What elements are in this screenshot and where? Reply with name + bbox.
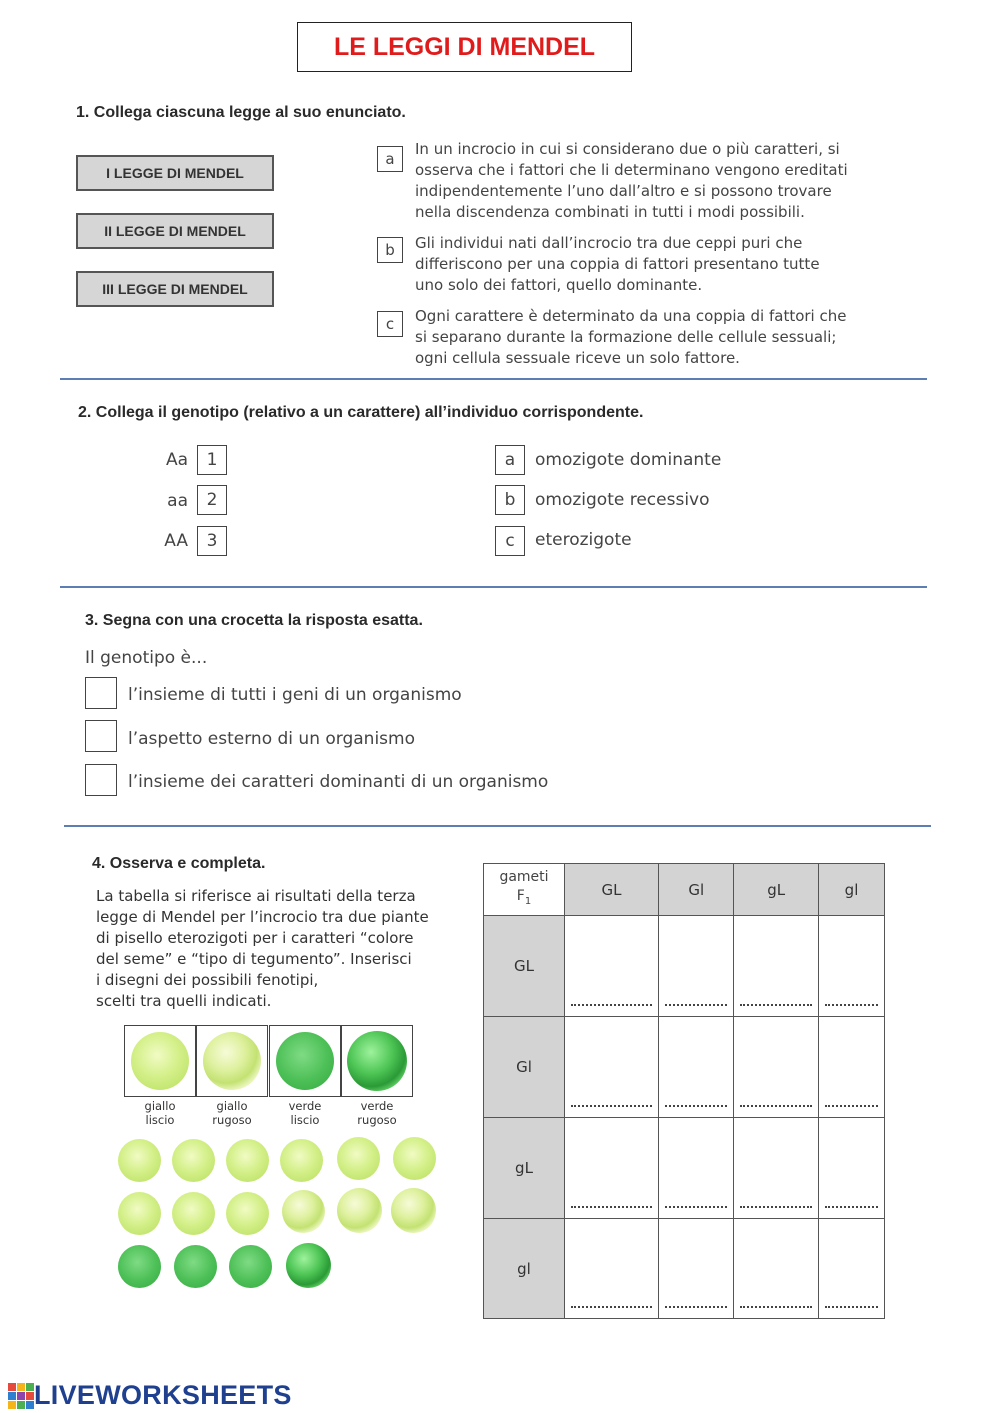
phenotype-label-line: giallo — [216, 1099, 248, 1113]
pea-green-wrinkled-image — [347, 1031, 407, 1091]
drop-cell[interactable] — [734, 1118, 819, 1219]
row-header: gL — [484, 1118, 565, 1219]
paragraph-line: del seme” e “tipo di tegumento”. Inserisci — [96, 950, 412, 968]
answer-line — [740, 1105, 812, 1107]
law-button-3[interactable]: III LEGGE DI MENDEL — [76, 271, 274, 307]
drop-cell[interactable] — [565, 1219, 659, 1319]
punnett-table — [483, 863, 885, 1319]
q4-heading: 4. Osserva e completa. — [92, 855, 266, 872]
phenotype-verde-rugoso — [341, 1025, 413, 1097]
drop-cell[interactable] — [659, 1219, 734, 1319]
phenotype-label-line: rugoso — [357, 1113, 397, 1127]
q4-paragraph — [96, 886, 429, 1012]
draggable-pea-yellow-wrinkled[interactable] — [282, 1190, 325, 1233]
draggable-pea-green-smooth[interactable] — [118, 1245, 161, 1288]
statement-b-box[interactable]: b — [377, 237, 403, 263]
answer-line — [571, 1004, 652, 1006]
answer-line — [740, 1306, 812, 1308]
drop-cell[interactable] — [659, 1017, 734, 1118]
drop-cell[interactable] — [819, 1017, 885, 1118]
answer-option-3: l’insieme dei caratteri dominanti di un organismo — [128, 772, 549, 792]
q3-prompt: Il genotipo è... — [85, 648, 208, 668]
statement-c-line: ogni cellula sessuale riceve un solo fattore. — [415, 349, 740, 367]
liveworksheets-logo-icon — [8, 1383, 34, 1409]
answer-line — [825, 1105, 878, 1107]
phenotype-label-line: giallo — [144, 1099, 176, 1113]
phenotype-label — [124, 1099, 196, 1127]
individual-box-b[interactable]: b — [495, 485, 525, 515]
drop-cell[interactable] — [734, 916, 819, 1017]
individual-text-a: omozigote dominante — [535, 450, 722, 470]
statement-c — [415, 306, 846, 369]
phenotype-label-line: verde — [360, 1099, 394, 1113]
phenotype-giallo-rugoso — [196, 1025, 268, 1097]
answer-checkbox-2[interactable] — [85, 720, 117, 752]
statement-c-box[interactable]: c — [377, 311, 403, 337]
table-corner — [484, 864, 565, 916]
genotype-label-3: AA — [164, 531, 188, 551]
draggable-pea-yellow-smooth[interactable] — [172, 1139, 215, 1182]
drop-cell[interactable] — [819, 1118, 885, 1219]
column-header: Gl — [659, 864, 734, 916]
draggable-pea-yellow-smooth[interactable] — [393, 1137, 436, 1180]
drop-cell[interactable] — [819, 1219, 885, 1319]
section-divider — [64, 825, 931, 827]
phenotype-label — [269, 1099, 341, 1127]
pea-yellow-wrinkled-image — [203, 1032, 261, 1090]
answer-line — [825, 1306, 878, 1308]
statement-a — [415, 139, 848, 223]
answer-line — [571, 1306, 652, 1308]
drop-cell[interactable] — [734, 1017, 819, 1118]
answer-line — [665, 1206, 727, 1208]
paragraph-line: i disegni dei possibili fenotipi, — [96, 971, 319, 989]
individual-box-c[interactable]: c — [495, 526, 525, 556]
law-button-2[interactable]: II LEGGE DI MENDEL — [76, 213, 274, 249]
corner-subscript: 1 — [524, 895, 532, 907]
answer-line — [825, 1206, 878, 1208]
phenotype-label-line: rugoso — [212, 1113, 252, 1127]
answer-checkbox-1[interactable] — [85, 677, 117, 709]
genotype-box-3[interactable]: 3 — [197, 526, 227, 556]
phenotype-verde-liscio — [269, 1025, 341, 1097]
answer-line — [571, 1105, 652, 1107]
paragraph-line: scelti tra quelli indicati. — [96, 992, 272, 1010]
pea-green-smooth-image — [276, 1032, 334, 1090]
pea-yellow-smooth-image — [131, 1032, 189, 1090]
draggable-pea-yellow-smooth[interactable] — [226, 1139, 269, 1182]
statement-c-line: si separano durante la formazione delle cellule sessuali; — [415, 328, 837, 346]
answer-option-2: l’aspetto esterno di un organismo — [128, 729, 415, 749]
statement-b — [415, 233, 820, 296]
brand-name: LIVEWORKSHEETS — [34, 1380, 292, 1410]
row-header: GL — [484, 916, 565, 1017]
statement-a-line: nella discendenza combinati in tutti i modi possibili. — [415, 203, 805, 221]
draggable-pea-yellow-smooth[interactable] — [172, 1192, 215, 1235]
draggable-pea-yellow-smooth[interactable] — [226, 1192, 269, 1235]
corner-f-letter: F — [516, 888, 525, 905]
statement-b-line: uno solo dei fattori, quello dominante. — [415, 276, 703, 294]
answer-line — [571, 1206, 652, 1208]
drop-cell[interactable] — [734, 1219, 819, 1319]
phenotype-label-line: verde — [288, 1099, 322, 1113]
column-header: gl — [819, 864, 885, 916]
individual-text-c: eterozigote — [535, 530, 632, 550]
draggable-pea-yellow-wrinkled[interactable] — [337, 1188, 382, 1233]
statement-b-line: differiscono per una coppia di fattori presentano tutte — [415, 255, 820, 273]
statement-a-box[interactable]: a — [377, 146, 403, 172]
genotype-box-1[interactable]: 1 — [197, 445, 227, 475]
drop-cell[interactable] — [565, 1118, 659, 1219]
draggable-pea-yellow-smooth[interactable] — [280, 1139, 323, 1182]
answer-line — [665, 1004, 727, 1006]
corner-label: gameti — [499, 869, 549, 886]
individual-text-b: omozigote recessivo — [535, 490, 710, 510]
column-header: gL — [734, 864, 819, 916]
paragraph-line: legge di Mendel per l’incrocio tra due piante — [96, 908, 429, 926]
genotype-box-2[interactable]: 2 — [197, 485, 227, 515]
statement-a-line: In un incrocio in cui si considerano due o più caratteri, si — [415, 140, 840, 158]
answer-line — [825, 1004, 878, 1006]
answer-line — [665, 1105, 727, 1107]
q1-heading: 1. Collega ciascuna legge al suo enunciato. — [76, 104, 406, 121]
row-header: Gl — [484, 1017, 565, 1118]
statement-a-line: osserva che i fattori che li determinano vengono ereditati — [415, 161, 848, 179]
phenotype-label — [341, 1099, 413, 1127]
statement-b-line: Gli individui nati dall’incrocio tra due ceppi puri che — [415, 234, 803, 252]
page-title: LE LEGGI DI MENDEL — [297, 22, 632, 72]
row-header: gl — [484, 1219, 565, 1319]
answer-line — [665, 1306, 727, 1308]
phenotype-label-line: liscio — [145, 1113, 175, 1127]
statement-a-line: indipendentemente l’uno dall’altro e si possono trovare — [415, 182, 832, 200]
section-divider — [60, 586, 927, 588]
paragraph-line: La tabella si riferisce ai risultati della terza — [96, 887, 416, 905]
answer-option-1: l’insieme di tutti i geni di un organismo — [128, 685, 462, 705]
paragraph-line: di pisello eterozigoti per i caratteri “colore — [96, 929, 414, 947]
draggable-pea-green-smooth[interactable] — [229, 1245, 272, 1288]
draggable-pea-green-smooth[interactable] — [174, 1245, 217, 1288]
answer-line — [740, 1206, 812, 1208]
drop-cell[interactable] — [659, 916, 734, 1017]
law-button-1[interactable]: I LEGGE DI MENDEL — [76, 155, 274, 191]
individual-box-a[interactable]: a — [495, 445, 525, 475]
answer-line — [740, 1004, 812, 1006]
genotype-label-1: Aa — [165, 450, 188, 470]
genotype-label-2: aa — [167, 491, 188, 511]
q2-heading: 2. Collega il genotipo (relativo a un carattere) all’individuo corrispondente. — [78, 404, 644, 421]
drop-cell[interactable] — [819, 916, 885, 1017]
drop-cell[interactable] — [565, 1017, 659, 1118]
draggable-pea-yellow-smooth[interactable] — [118, 1139, 161, 1182]
corner-f1 — [484, 887, 564, 911]
draggable-pea-green-wrinkled[interactable] — [286, 1243, 331, 1288]
phenotype-giallo-liscio — [124, 1025, 196, 1097]
footer-brand — [8, 1380, 292, 1411]
drop-cell[interactable] — [659, 1118, 734, 1219]
section-divider — [60, 378, 927, 380]
phenotype-label-line: liscio — [290, 1113, 320, 1127]
answer-checkbox-3[interactable] — [85, 764, 117, 796]
q3-heading: 3. Segna con una crocetta la risposta esatta. — [85, 612, 423, 629]
draggable-pea-yellow-wrinkled[interactable] — [391, 1188, 436, 1233]
draggable-pea-yellow-smooth[interactable] — [337, 1137, 380, 1180]
statement-c-line: Ogni carattere è determinato da una coppia di fattori che — [415, 307, 847, 325]
column-header: GL — [565, 864, 659, 916]
phenotype-label — [196, 1099, 268, 1127]
drop-cell[interactable] — [565, 916, 659, 1017]
draggable-pea-yellow-smooth[interactable] — [118, 1192, 161, 1235]
